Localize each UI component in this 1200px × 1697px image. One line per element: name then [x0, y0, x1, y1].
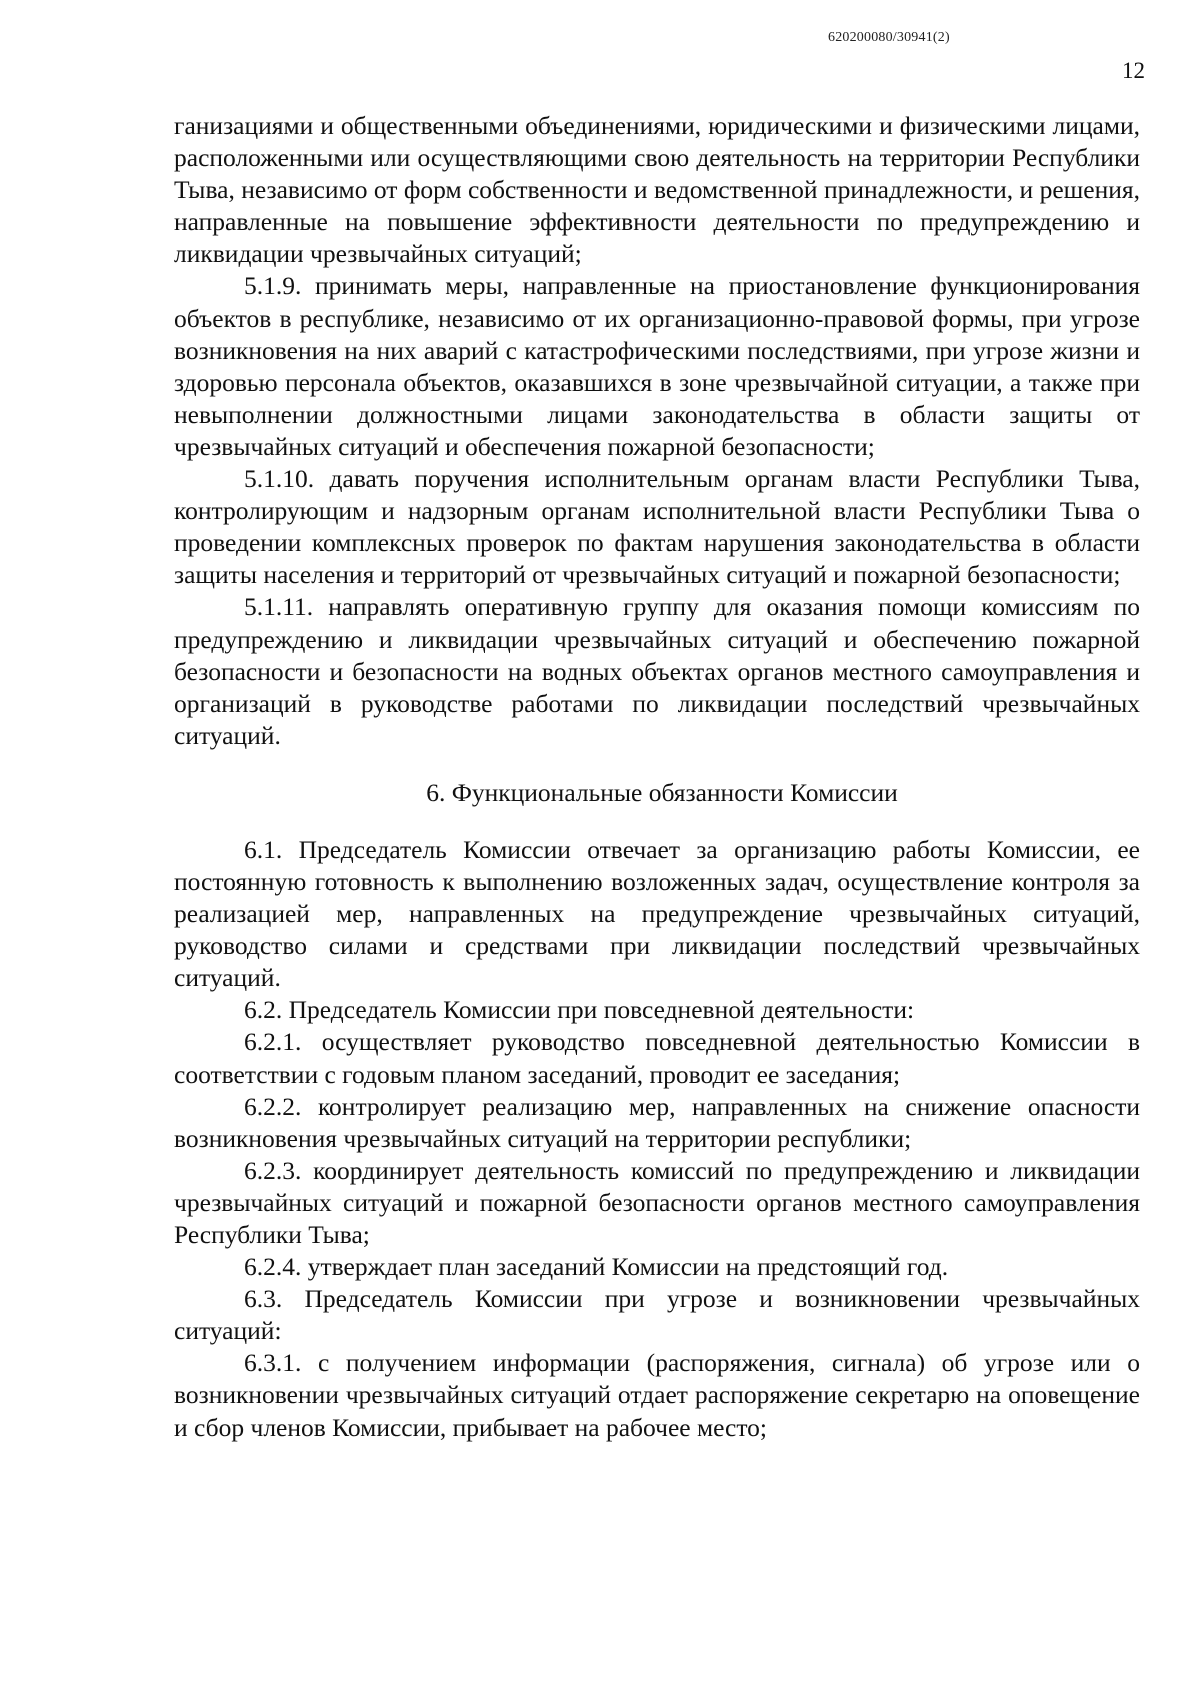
paragraph-5-1-11: 5.1.11. направлять оперативную группу для оказания помощи комиссиям по предупреждению и ликвидации чрезвычайных ситуаций и обеспечению пожарной безопасности и безопасности на водных объектах органов местного самоуправления и организаций в руководстве работами по ликвидации последствий чрезвычайных ситуаций.: [174, 592, 1140, 750]
document-body: [174, 110, 1140, 1444]
paragraph-5-1-9: 5.1.9. принимать меры, направленные на приостановление функционирования объектов в республике, независимо от их организационно-правовой формы, при угрозе возникновения на них аварий с катастрофическими последствиями, при угрозе жизни и здоровью персонала объектов, оказавшихся в зоне чрезвычайной ситуации, а также при невыполнении должностными лицами законодательства в области защиты от чрезвычайных ситуаций и обеспечения пожарной безопасности;: [174, 271, 1140, 461]
paragraph-6-3: 6.3. Председатель Комиссии при угрозе и возникновении чрезвычайных ситуаций:: [174, 1284, 1140, 1346]
paragraph-continuation: ганизациями и общественными объединениями, юридическими и физическими лицами, расположенными или осуществляющими свою деятельность на территории Республики Тыва, независимо от форм собственности и ведомственной принадлежности, и решения, направленные на повышение эффективности деятельности по предупреждению и ликвидации чрезвычайных ситуаций;: [174, 111, 1140, 269]
paragraph-6-2: 6.2. Председатель Комиссии при повседневной деятельности:: [244, 995, 915, 1025]
paragraph-5-1-10: 5.1.10. давать поручения исполнительным органам власти Республики Тыва, контролирующим и надзорным органам исполнительной власти Республики Тыва о проведении комплексных проверок по фактам нарушения законодательства в области защиты населения и территорий от чрезвычайных ситуаций и пожарной безопасности;: [174, 464, 1140, 590]
section-heading: 6. Функциональные обязанности Комиссии: [426, 777, 898, 807]
document-id: 620200080/30941(2): [828, 30, 950, 45]
paragraph-6-2-4: 6.2.4. утверждает план заседаний Комиссии на предстоящий год.: [244, 1252, 949, 1282]
paragraph-6-2-2: 6.2.2. контролирует реализацию мер, направленных на снижение опасности возникновения чрезвычайных ситуаций на территории республики;: [174, 1091, 1140, 1153]
paragraph-6-2-1: 6.2.1. осуществляет руководство повседневной деятельностью Комиссии в соответствии с годовым планом заседаний, проводит ее заседания;: [174, 1027, 1140, 1089]
page-number: 12: [1122, 58, 1145, 83]
paragraph-6-1: 6.1. Председатель Комиссии отвечает за организацию работы Комиссии, ее постоянную готовность к выполнению возложенных задач, осуществление контроля за реализацией мер, направленных на предупреждение чрезвычайных ситуаций, руководство силами и средствами при ликвидации последствий чрезвычайных ситуаций.: [174, 834, 1140, 993]
paragraph-6-3-1: 6.3.1. с получением информации (распоряжения, сигнала) об угрозе или о возникновении чрезвычайных ситуаций отдает распоряжение секретарю на оповещение и сбор членов Комиссии, прибывает на рабочее место;: [174, 1348, 1140, 1442]
paragraph-6-2-3: 6.2.3. координирует деятельность комиссий по предупреждению и ликвидации чрезвычайных ситуаций и пожарной безопасности органов местного самоуправления Республики Тыва;: [174, 1155, 1140, 1249]
